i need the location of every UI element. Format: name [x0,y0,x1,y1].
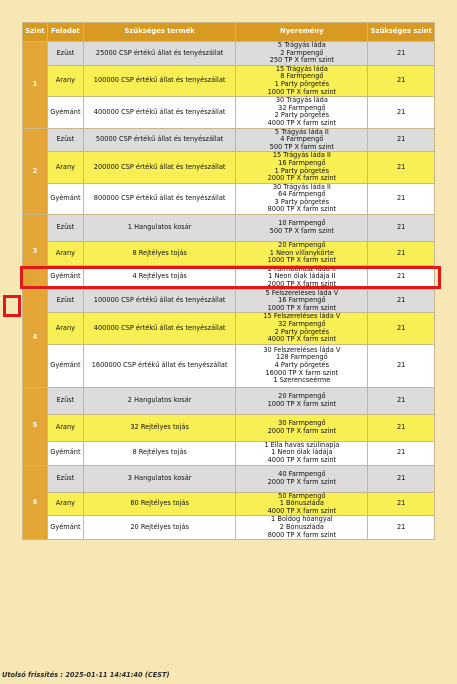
reward-cell [236,65,368,96]
reward-cell [236,42,368,66]
table-row [23,465,435,492]
table-row [23,387,435,414]
required-level-cell: 21 [368,289,435,313]
product-cell: 32 Rejtélyes tojás [83,414,235,441]
product-cell: 200000 CSP értékű állat és tenyészállat [83,152,235,183]
reward-line: 1 Neon ólak ládája II [268,272,336,281]
reward-cell [236,183,368,214]
required-level-cell: 21 [368,97,435,128]
required-level-cell: 21 [368,441,435,465]
reward-line: 1 Szerencseérme [273,376,331,385]
required-level-cell: 21 [368,242,435,266]
reward-cell [236,313,368,344]
reward-line: 32 Farmpengő [278,320,326,328]
table-body [23,42,435,540]
header-szint: Szint [23,23,48,42]
product-cell: 400000 CSP értékű állat és tenyészállat [83,97,235,128]
reward-line: 8 Farmpengő [280,72,324,81]
task-cell: Arany [47,414,83,441]
table-row [23,183,435,214]
product-cell: 25000 CSP értékű állat és tenyészállat [83,42,235,66]
reward-line: 30 Trágyás láda II [272,182,331,191]
product-cell: 3 Hangulatos kosár [83,465,235,492]
header-feladat: Feladat [47,23,83,42]
reward-line: 1 Bónuszláda [279,499,324,508]
table-row [23,516,435,540]
reward-line: 16 Farmpengő [278,158,326,167]
required-level-cell: 21 [368,387,435,414]
reward-line: 32 Farmpengő [278,103,326,112]
task-cell: Gyémánt [47,344,83,387]
last-updated-footer: Utolsó frissítés : 2025-01-11 14:41:40 (CEST) [2,671,170,679]
reward-cell [236,441,368,465]
reward-line: 15 Felszereléses láda V [263,312,341,321]
product-cell: 60 Rejtélyes tojás [83,492,235,516]
reward-line: 2000 TP X farm szint [267,174,337,183]
task-cell: Ezüst [47,128,83,152]
level-cell: 5 [23,387,48,465]
required-level-cell: 21 [368,344,435,387]
product-cell: 8 Rejtélyes tojás [83,441,235,465]
header-nyeremeny: Nyeremény [236,23,368,42]
product-cell: 1 Hangulatos kosár [83,215,235,242]
reward-line: 2 Farmpengő [280,48,324,57]
header-szukseges-szint: Szükséges szint [368,23,435,42]
reward-line: 5 Felszereléses láda V [265,288,339,297]
reward-line: 2 Party pörgetés [274,327,330,336]
reward-line: 1 Party pörgetés [274,166,330,175]
reward-cell [236,152,368,183]
reward-cell [236,128,368,152]
reward-line: 2000 TP X farm szint [267,280,337,289]
reward-line: 1 Ella havas szülinapja [264,440,340,449]
task-cell: Ezüst [47,215,83,242]
reward-line: 1 Neon ólak ládája [271,448,333,457]
task-cell: Ezüst [47,387,83,414]
task-cell: Ezüst [47,465,83,492]
reward-line: 2 Party pörgetés [274,111,330,120]
task-cell: Gyémánt [47,441,83,465]
required-level-cell: 21 [368,42,435,66]
product-cell: 50000 CSP értékű állat és tenyészállat [83,128,235,152]
table-row [23,42,435,66]
task-cell: Gyémánt [47,97,83,128]
product-cell: 100000 CSP értékű állat és tenyészállat [83,289,235,313]
reward-line: 5 Trágyás láda [277,41,326,49]
level-cell: 1 [23,42,48,129]
reward-line: 4000 TP X farm szint [267,335,337,344]
task-cell: Arany [47,152,83,183]
header-szukseges-termek: Szükséges termék [83,23,235,42]
required-level-cell: 21 [368,152,435,183]
required-level-cell: 21 [368,313,435,344]
reward-line: 16 Farmpengő [278,296,326,305]
reward-line: 2000 TP X farm szint [267,477,337,486]
product-cell: 4 Rejtélyes tojás [83,265,235,289]
highlight-level-box [3,295,21,317]
required-level-cell: 21 [368,465,435,492]
reward-line: 30 Trágyás láda [275,96,328,105]
reward-cell [236,414,368,441]
reward-line: 8000 TP X farm szint [267,530,337,539]
task-cell: Ezüst [47,289,83,313]
table-row [23,492,435,516]
reward-cell [236,465,368,492]
table-row [23,97,435,128]
table-row [23,313,435,344]
table-row [23,344,435,387]
reward-line: 10 Farmpengő [278,219,326,228]
reward-line: 4000 TP X farm szint [267,455,337,464]
table-row [23,152,435,183]
reward-line: 50 Farmpengő [278,491,326,500]
table-row [23,128,435,152]
product-cell: 2 Hangulatos kosár [83,387,235,414]
level-cell: 3 [23,215,48,290]
task-cell: Gyémánt [47,265,83,289]
reward-line: 250 TP X farm szint [269,56,335,65]
table-row [23,242,435,266]
reward-line: 30 Farmpengő [278,419,326,428]
table-row [23,265,435,289]
reward-cell [236,215,368,242]
reward-cell [236,289,368,313]
product-cell: 20 Rejtélyes tojás [83,516,235,540]
reward-line: 5 Trágyás láda II [274,127,329,136]
task-cell: Arany [47,492,83,516]
product-cell: 800000 CSP értékű állat és tenyészállat [83,183,235,214]
table-row [23,414,435,441]
required-level-cell: 21 [368,492,435,516]
table-row [23,441,435,465]
reward-line: 20 Farmpengő [278,392,326,401]
product-cell: 400000 CSP értékű állat és tenyészállat [83,313,235,344]
required-level-cell: 21 [368,128,435,152]
table-header-row [23,23,435,42]
task-cell: Arany [47,313,83,344]
reward-line: 2 Farmbónusz láda II [267,264,336,273]
reward-line: 2 Bónuszláda [279,522,324,531]
reward-cell [236,387,368,414]
reward-line: 20 Farmpengő [278,241,326,250]
reward-line: 64 Farmpengő [278,190,326,199]
reward-line: 500 TP X farm szint [269,227,335,236]
reward-line: 1000 TP X farm szint [267,256,337,265]
reward-line: 2000 TP X farm szint [267,426,337,435]
reward-line: 1 Boldog hóangyal [271,515,333,524]
task-cell: Ezüst [47,42,83,66]
reward-line: 16000 TP X farm szint [265,368,339,377]
required-level-cell: 21 [368,215,435,242]
required-level-cell: 21 [368,516,435,540]
task-cell: Gyémánt [47,516,83,540]
reward-cell [236,516,368,540]
product-cell: 100000 CSP értékű állat és tenyészállat [83,65,235,96]
required-level-cell: 21 [368,183,435,214]
reward-line: 4 Farmpengő [280,135,324,144]
reward-line: 4 Party pörgetés [274,360,330,369]
event-table-container [22,22,435,540]
product-cell: 1600000 CSP értékű állat és tenyészállat [83,344,235,387]
reward-line: 4000 TP X farm szint [267,118,337,127]
reward-cell [236,344,368,387]
reward-line: 4000 TP X farm szint [267,506,337,515]
reward-line: 30 Felszereléses láda V [263,345,341,354]
reward-line: 8000 TP X farm szint [267,205,337,214]
task-cell: Arany [47,65,83,96]
table-row [23,65,435,96]
required-level-cell: 21 [368,414,435,441]
required-level-cell: 21 [368,65,435,96]
reward-line: 1 Neon villanykörte [269,248,334,257]
table-row [23,215,435,242]
reward-cell [236,97,368,128]
reward-line: 1000 TP X farm szint [267,87,337,96]
reward-line: 1 Party pörgetés [274,79,330,88]
table-row [23,289,435,313]
reward-line: 128 Farmpengő [276,353,328,362]
reward-cell [236,242,368,266]
reward-cell [236,265,368,289]
reward-cell [236,492,368,516]
reward-line: 1000 TP X farm szint [267,303,337,312]
required-level-cell: 21 [368,265,435,289]
level-cell: 6 [23,465,48,540]
reward-line: 1000 TP X farm szint [267,399,337,408]
event-tasks-table [22,22,435,540]
task-cell: Gyémánt [47,183,83,214]
reward-line: 40 Farmpengő [278,469,326,478]
product-cell: 8 Rejtélyes tojás [83,242,235,266]
level-cell: 2 [23,128,48,215]
task-cell: Arany [47,242,83,266]
level-cell: 4 [23,289,48,387]
reward-line: 3 Party pörgetés [274,197,330,206]
reward-line: 15 Trágyás láda [275,64,328,73]
reward-line: 500 TP X farm szint [269,142,335,151]
reward-line: 15 Trágyás láda II [272,151,331,160]
